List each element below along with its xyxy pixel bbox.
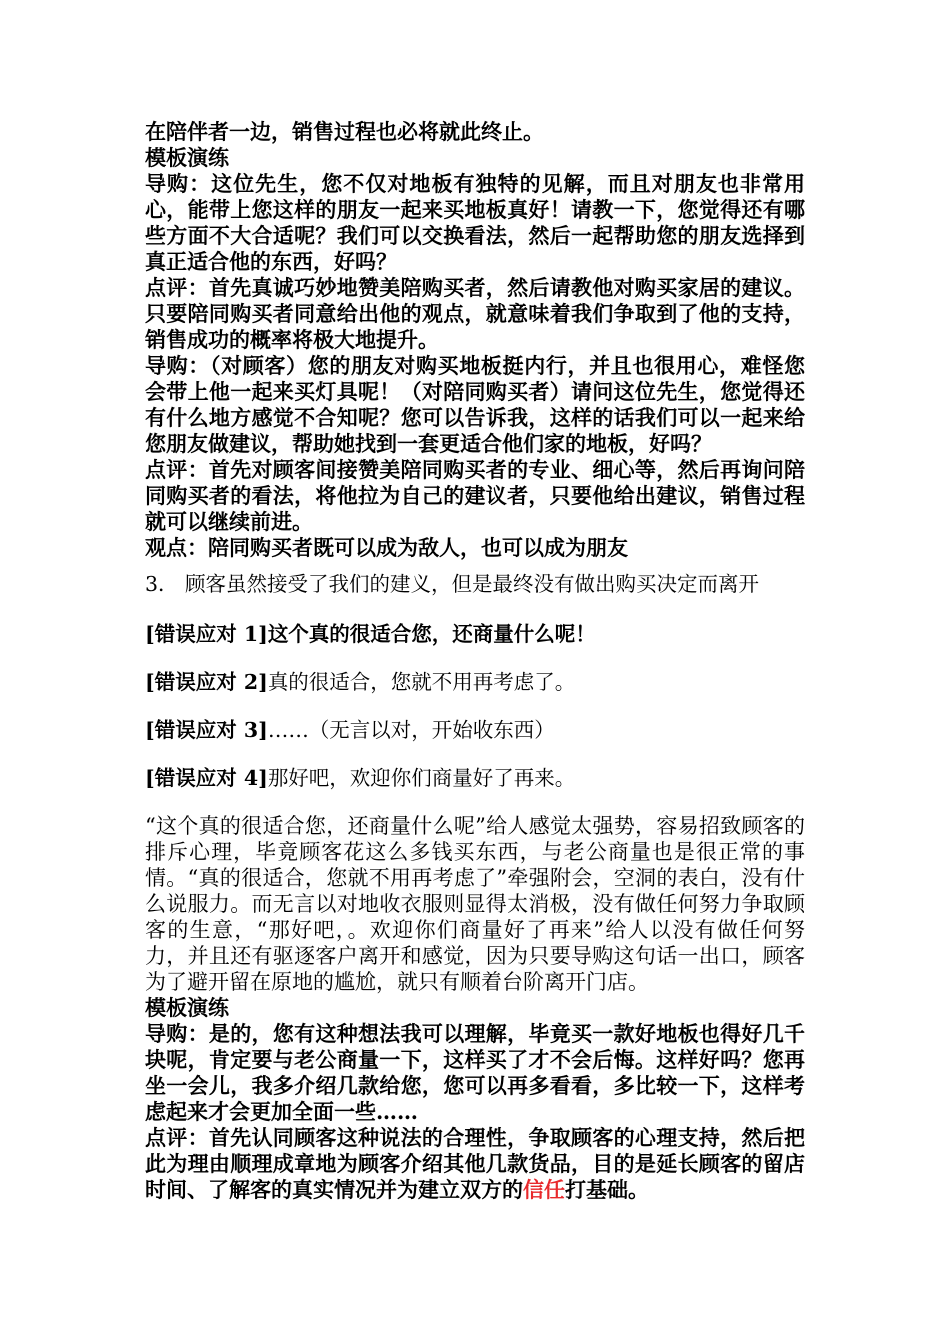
wrong-response-label: [错误应对 4] — [145, 766, 268, 790]
document-page — [145, 119, 805, 1203]
wrong-response-text: ……（无言以对，开始收东西） — [267, 718, 555, 742]
comment-text-after: 打基础。 — [565, 1177, 649, 1202]
paragraph-intro: 在陪伴者一边，销售过程也必将就此终止。 — [145, 119, 544, 144]
wrong-response-text: 那好吧，欢迎你们商量好了再来。 — [267, 766, 576, 790]
highlight-trust: 信任 — [523, 1177, 565, 1202]
paragraph-guide-3: 导购：是的，您有这种想法我可以理解，毕竟买一款好地板也得好几千块呢，肯定要与老公商量一下，这样买了才不会后悔。这样好吗？您再坐一会儿，我多介绍几款给您，您可以再多看看，多比较一下，这样考虑起来才会更加全面一些…… — [145, 1021, 805, 1124]
paragraph-guide-2: 导购：（对顾客）您的朋友对购买地板挺内行，并且也很用心，难怪您会带上他一起来买灯具呢！（对陪同购买者）请问这位先生，您觉得还有什么地方感觉不合知呢？您可以告诉我，这样的话我们可以一起来给您朋友做建议，帮助她找到一套更适合他们家的地板，好吗？ — [145, 353, 805, 456]
wrong-response-text: 真的很适合，您就不用再考虑了。 — [267, 670, 576, 694]
paragraph-comment-3 — [145, 1125, 805, 1203]
paragraph-viewpoint: 观点：陪同购买者既可以成为敌人，也可以成为朋友 — [145, 535, 628, 560]
section-heading-3: 3． 顾客虽然接受了我们的建义，但是最终没有做出购买决定而离开 — [145, 572, 760, 596]
section-label-template-2: 模板演练 — [145, 995, 229, 1020]
wrong-response-2 — [145, 669, 805, 695]
paragraph-guide-1: 导购：这位先生，您不仅对地板有独特的见解，而且对朋友也非常用心，能带上您这样的朋友一起来买地板真好！请教一下，您觉得还有哪些方面不大合适呢？我们可以交换看法，然后一起帮助您的朋友选择到真正适合他的东西，好吗？ — [145, 171, 805, 274]
paragraph-analysis: “这个真的很适合您，还商量什么呢”给人感觉太强势，容易招致顾客的排斥心理，毕竟顾客花这么多钱买东西，与老公商量也是很正常的事情。“真的很适合，您就不用再考虑了”牵强附会，空洞的表白，没有什么说服力。而无言以对地收衣服则显得太消极，没有做任何努力争取顾客的生意，“那好吧，。欢迎你们商量好了再来”给人以没有做任何努力，并且还有驱逐客户离开和感觉，因为只要导购这句话一出口，顾客为了避开留在原地的尴尬，就只有顺着台阶离开门店。 — [145, 814, 805, 994]
wrong-response-1 — [145, 621, 805, 647]
wrong-response-3 — [145, 717, 805, 743]
wrong-response-label: [错误应对 3] — [145, 718, 268, 742]
paragraph-comment-1: 点评：首先真诚巧妙地赞美陪购买者，然后请教他对购买家居的建议。只要陪同购买者同意给出他的观点，就意味着我们争取到了他的支持，销售成功的概率将极大地提升。 — [145, 275, 805, 352]
wrong-response-label: [错误应对 2] — [145, 670, 268, 694]
paragraph-comment-2: 点评：首先对顾客间接赞美陪同购买者的专业、细心等，然后再询问陪同购买者的看法，将他拉为自己的建议者，只要他给出建议，销售过程就可以继续前进。 — [145, 457, 805, 534]
comment-text-before: 点评：首先认同顾客这种说法的合理性，争取顾客的心理支持，然后把此为理由顺理成章地为顾客介绍其他几款货品，目的是延长顾客的留店时间、了解客的真实情况并为建立双方的 — [145, 1125, 805, 1202]
section-label-template: 模板演练 — [145, 145, 229, 170]
wrong-response-text: 这个真的很适合您，还商量什么呢！ — [267, 622, 596, 646]
wrong-response-4 — [145, 765, 805, 791]
wrong-response-label: [错误应对 1] — [145, 622, 268, 646]
